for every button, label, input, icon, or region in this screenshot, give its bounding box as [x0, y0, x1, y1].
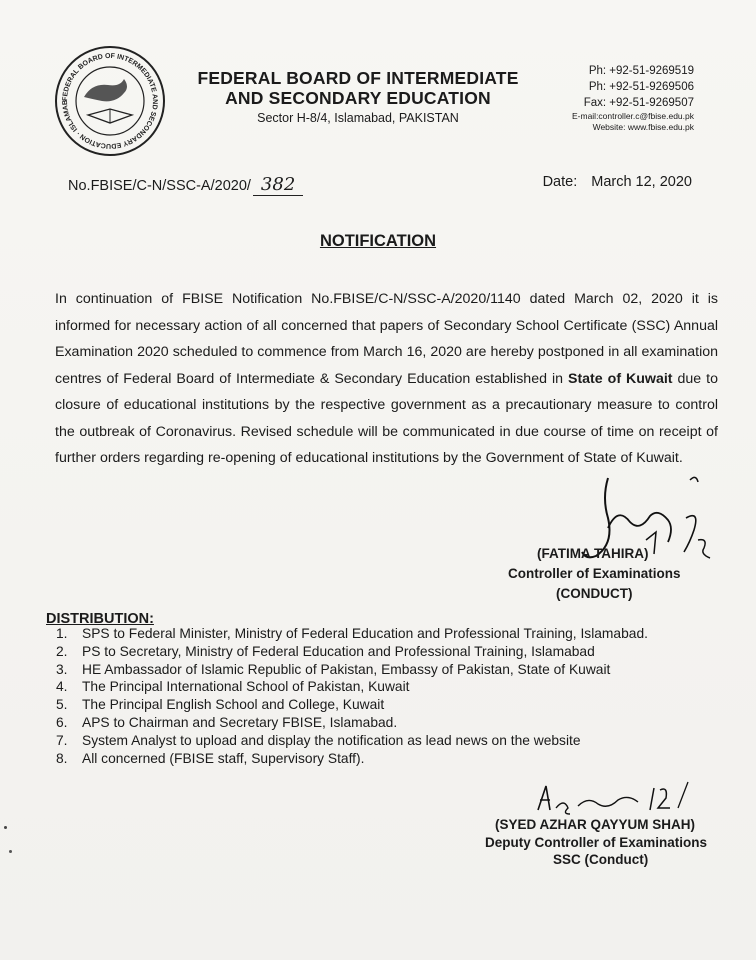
phone-2: Ph: +92-51-9269506	[588, 81, 694, 93]
distribution-item-number: 4.	[56, 679, 68, 695]
document-title	[0, 232, 756, 251]
distribution-item-text: APS to Chairman and Secretary FBISE, Islamabad.	[82, 714, 398, 730]
distribution-item	[56, 625, 648, 643]
seal-text: FEDERAL BOARD OF INTERMEDIATE AND SECONDARY EDUCATION · ISLAMAB	[61, 52, 159, 150]
distribution-item-number: 5.	[56, 697, 68, 713]
deputy-controller-name: (SYED AZHAR QAYYUM SHAH)	[495, 817, 696, 832]
fbise-seal-logo	[54, 45, 166, 157]
deputy-controller-signature-block	[480, 780, 750, 890]
distribution-item-number: 3.	[56, 661, 68, 677]
scan-speck	[9, 850, 12, 853]
distribution-item	[56, 643, 648, 661]
controller-unit: (CONDUCT)	[556, 586, 633, 601]
org-name-line2: AND SECONDARY EDUCATION	[225, 88, 491, 108]
scan-speck	[4, 826, 7, 829]
distribution-item	[56, 696, 648, 714]
website: Website: www.fbise.edu.pk	[592, 122, 694, 132]
distribution-item	[56, 750, 648, 768]
distribution-item	[56, 714, 648, 732]
distribution-item-text: HE Ambassador of Islamic Republic of Pakistan, Embassy of Pakistan, State of Kuwait	[82, 661, 611, 677]
distribution-item-text: PS to Secretary, Ministry of Federal Education and Professional Training, Islamabad	[82, 643, 595, 659]
distribution-item	[56, 732, 648, 750]
controller-name: (FATIMA TAHIRA)	[537, 546, 649, 561]
distribution-item-number: 8.	[56, 750, 68, 766]
distribution-heading: DISTRIBUTION:	[46, 611, 154, 627]
body-part-1: In continuation of FBISE Notification No.FBISE/C-N/SSC-A/2020/1140 dated March 02, 2020 it is informed for necessary action of all concerned that papers of Secondary School Certificate (SSC) Annual Examination 2020 scheduled to commence from March 16, 2020 are hereby postponed in all examination centres of Federal Board of Intermediate & Secondary Education established in	[55, 291, 718, 387]
title-text: NOTIFICATION	[319, 232, 437, 250]
date-line	[543, 174, 692, 190]
handwritten-signature-2	[480, 780, 750, 820]
body-part-2: due to closure of educational institutions by the respective government as a precautionary measure to control the outbreak of Coronavirus. Revised schedule will be communicated in due course of time on receipt of further orders regarding re-opening of educational institutions by the Government of State of Kuwait.	[55, 370, 718, 466]
distribution-item-text: SPS to Federal Minister, Ministry of Federal Education and Professional Training, Islamabad.	[82, 626, 648, 641]
email: E-mail:controller.c@fbise.edu.pk	[571, 111, 694, 121]
distribution-item-text: The Principal English School and College, Kuwait	[82, 697, 385, 713]
distribution-item-number: 6.	[56, 714, 68, 730]
distribution-list	[56, 625, 648, 767]
date-label: Date:	[542, 174, 578, 190]
distribution-item-number: 7.	[56, 732, 68, 748]
distribution-item-text: All concerned (FBISE staff, Supervisory Staff).	[82, 750, 365, 766]
deputy-controller-designation: Deputy Controller of Examinations	[485, 835, 708, 850]
distribution-item-number: 2.	[56, 643, 68, 659]
distribution-item-number: 1.	[56, 626, 68, 641]
reference-number	[68, 174, 303, 195]
reference-prefix: No.FBISE/C-N/SSC-A/2020/	[68, 178, 251, 194]
body-bold-location: State of Kuwait	[567, 370, 673, 387]
controller-signature-block	[490, 470, 730, 600]
phone-1: Ph: +92-51-9269519	[588, 65, 694, 77]
contact-block	[572, 63, 694, 133]
org-address: Sector H-8/4, Islamabad, PAKISTAN	[257, 111, 459, 125]
distribution-item	[56, 661, 648, 679]
distribution-item-text: The Principal International School of Pakistan, Kuwait	[82, 679, 410, 695]
distribution-item-text: System Analyst to upload and display the notification as lead news on the website	[82, 732, 581, 748]
distribution-item	[56, 678, 648, 696]
notification-body	[55, 286, 718, 472]
organization-header	[188, 68, 528, 125]
controller-designation: Controller of Examinations	[508, 566, 681, 581]
deputy-controller-unit: SSC (Conduct)	[553, 852, 649, 867]
org-name-line1: FEDERAL BOARD OF INTERMEDIATE	[197, 68, 519, 88]
fax: Fax: +92-51-9269507	[583, 97, 694, 109]
handwritten-number: 382	[253, 174, 303, 196]
date-value: March 12, 2020	[591, 174, 692, 190]
